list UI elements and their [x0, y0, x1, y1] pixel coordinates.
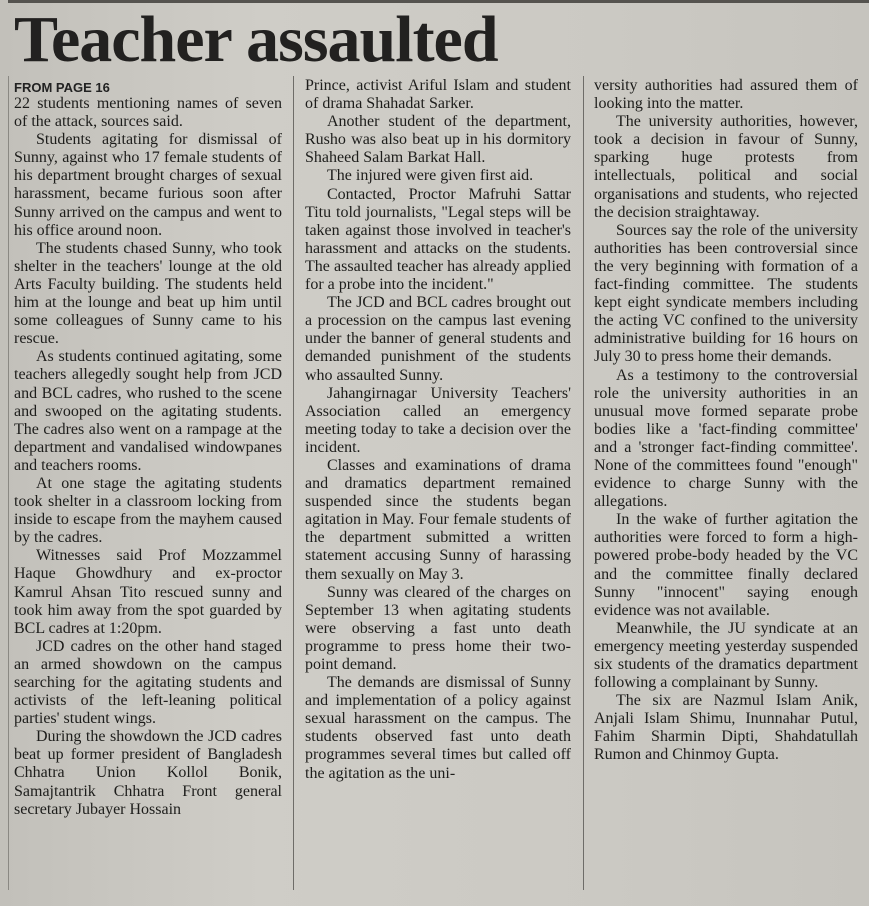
paragraph: The university authorities, however, took a decision in favour of Sunny, sparking huge protests from intellectuals, political and social organisations and students, who rejected the decision straightaway. [594, 113, 858, 221]
column-1 [14, 95, 282, 895]
paragraph: In the wake of further agitation the authorities were forced to form a high-powered probe-body headed by the VC and the committee finally declared Sunny "innocent" saying enough evidence was not available. [594, 511, 858, 619]
paragraph: versity authorities had assured them of looking into the matter. [594, 77, 858, 113]
paragraph: The six are Nazmul Islam Anik, Anjali Islam Shimu, Inunnahar Putul, Fahim Sharmin Dipti, Shahdatullah Rumon and Chinmoy Gupta. [594, 692, 858, 764]
paragraph: During the showdown the JCD cadres beat up former president of Bangladesh Chhatra Union Kollol Bonik, Samajtantrik Chhatra Front general secretary Jubayer Hossain [14, 728, 282, 818]
paragraph: The demands are dismissal of Sunny and implementation of a policy against sexual harassment on the campus. The students observed fast unto death programmes several times but called off the agitation as the uni- [305, 674, 571, 782]
headline: Teacher assaulted [14, 3, 498, 76]
left-edge-rule [8, 76, 9, 890]
paragraph: Meanwhile, the JU syndicate at an emergency meeting yesterday suspended six students of the dramatics department following a complainant by Sunny. [594, 619, 858, 692]
paragraph: Sources say the role of the university authorities has been controversial since the very beginning with formation of a fact-finding committee. The students kept eight syndicate members including the acting VC confined to the university administrative building for 16 hours on July 30 to press home their demands. [594, 221, 858, 366]
paragraph: JCD cadres on the other hand staged an armed showdown on the campus searching for the agitating students and activists of the left-leaning political parties' student wings. [14, 637, 282, 728]
paragraph: The injured were given first aid. [327, 167, 534, 185]
paragraph: Jahangirnagar University Teachers' Association called an emergency meeting today to take a decision over the incident. [305, 384, 571, 456]
column-3 [594, 77, 858, 897]
column-2 [305, 77, 571, 897]
paragraph: Prince, activist Ariful Islam and student of drama Shahadat Sarker. [305, 77, 571, 113]
paragraph: The JCD and BCL cadres brought out a procession on the campus last evening under the banner of general students and demanded punishment of the students who assaulted Sunny. [305, 294, 571, 384]
paragraph: Students agitating for dismissal of Sunny, against who 17 female students of his department brought charges of sexual harassment, became furious soon after Sunny arrived on the campus and went to his office around noon. [14, 131, 282, 239]
paragraph: Classes and examinations of drama and dramatics department remained suspended since the students began agitation in May. Four female students of the department submitted a written statement accusing Sunny of harassing them sexually on May 3. [305, 456, 571, 583]
paragraph: Another student of the department, Rusho was also beat up in his dormitory Shaheed Salam Barkat Hall. [305, 113, 571, 167]
continuation-kicker: FROM PAGE 16 [14, 80, 110, 95]
paragraph: The students chased Sunny, who took shelter in the teachers' lounge at the old Arts Faculty building. The students held him at the lounge and beat up him until some colleagues of Sunny came to his rescue. [14, 239, 282, 348]
paragraph: 22 students mentioning names of seven of the attack, sources said. [14, 95, 282, 131]
column-rule [293, 76, 294, 890]
paragraph: Contacted, Proctor Mafruhi Sattar Titu told journalists, "Legal steps will be taken against those involved in teacher's harassment and attacks on the students. The assaulted teacher has already applied for a probe into the incident." [305, 185, 571, 294]
paragraph: As students continued agitating, some teachers allegedly sought help from JCD and BCL cadres, who rushed to the scene and swooped on the agitating students. The cadres also went on a rampage at the department and vandalised windowpanes and teachers rooms. [14, 348, 282, 474]
paragraph: Sunny was cleared of the charges on September 13 when agitating students were observing a fast unto death programme to press home their two-point demand. [305, 583, 571, 673]
paragraph: At one stage the agitating students took shelter in a classroom locking from inside to escape from the mayhem caused by the cadres. [14, 474, 282, 547]
paragraph: As a testimony to the controversial role the university authorities in an unusual move formed separate probe bodies like a 'fact-finding committee' and a 'stronger fact-finding committee'. None of the committees found "enough" evidence to charge Sunny with the allegations. [594, 366, 858, 511]
column-rule [583, 76, 584, 890]
paragraph: Witnesses said Prof Mozzammel Haque Ghowdhury and ex-proctor Kamrul Ahsan Tito rescued sunny and took him away from the spot guarded by BCL cadres at 1:20pm. [14, 547, 282, 637]
